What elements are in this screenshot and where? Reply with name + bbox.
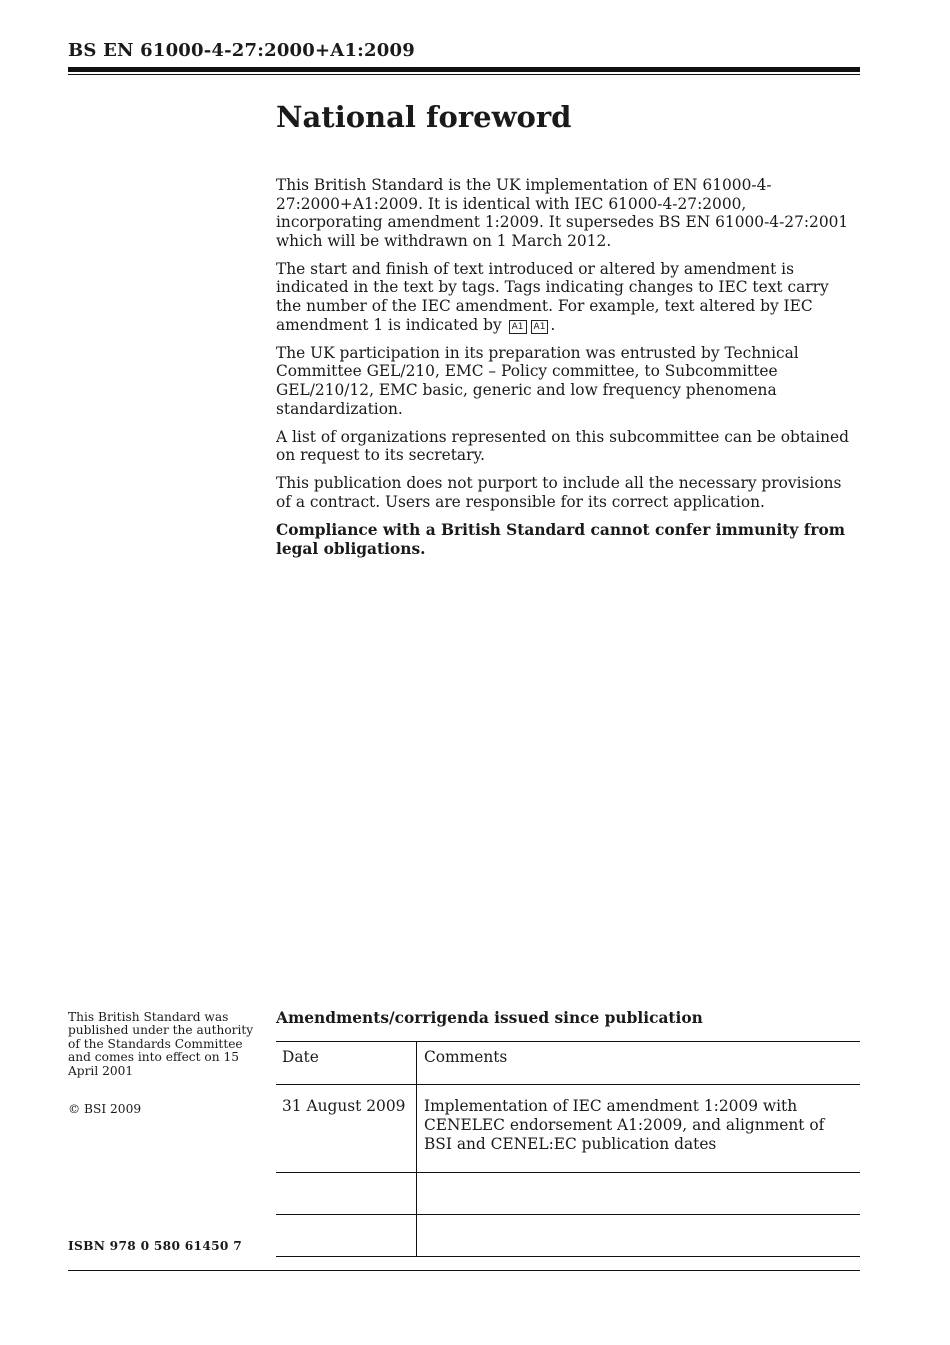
row-date [276, 1173, 417, 1214]
foreword-paragraph-1: This British Standard is the UK implementation of EN 61000-4-27:2000+A1:2009. It is identical with IEC 61000-4-27:2000, incorporating amendment 1:2009. It supersedes BS EN 61000-4-27:2001 which will be withdrawn on 1 March 2012. [276, 176, 849, 250]
column-header-comments: Comments [424, 1048, 508, 1066]
isbn: ISBN 978 0 580 61450 7 [68, 1239, 242, 1253]
row-comments [417, 1173, 860, 1214]
table-row [276, 1214, 860, 1257]
row-comments [417, 1215, 860, 1256]
foreword-paragraph-2-text: The start and finish of text introduced or altered by amendment is indicated in the text by tags. Tags indicating changes to IEC text carry the number of the IEC amendment. For example, text altered by IEC amendment 1 is indicated by [276, 259, 829, 334]
footer-rule [68, 1270, 860, 1271]
page-title: National foreword [276, 100, 572, 134]
compliance-statement: Compliance with a British Standard cannot confer immunity from legal obligations. [276, 521, 845, 558]
row-date: 31 August 2009 [276, 1085, 417, 1172]
table-row [276, 1172, 860, 1214]
header-rule-thick [68, 67, 860, 72]
amendment-open-tag-icon: A1 [509, 320, 527, 334]
foreword-body [276, 176, 852, 568]
table-row [276, 1084, 860, 1172]
document-code: BS EN 61000-4-27:2000+A1:2009 [68, 40, 415, 61]
foreword-paragraph-2 [276, 260, 852, 334]
amendments-table [276, 1041, 860, 1257]
foreword-paragraph-4: A list of organizations represented on this subcommittee can be obtained on request to its secretary. [276, 427, 850, 465]
publication-note: This British Standard was published under the authority of the Standards Committee and comes into effect on 15 April 2001 [68, 1010, 254, 1078]
amendments-heading: Amendments/corrigenda issued since publication [276, 1009, 703, 1027]
row-date [276, 1215, 417, 1256]
amendment-close-tag-icon: A1 [531, 320, 549, 334]
row-comments: Implementation of IEC amendment 1:2009 with CENELEC endorsement A1:2009, and alignment of BSI and CENEL:EC publication dates [424, 1097, 825, 1153]
column-header-date: Date [276, 1042, 417, 1084]
copyright-notice: © BSI 2009 [68, 1102, 142, 1116]
table-header-row [276, 1041, 860, 1084]
foreword-paragraph-3: The UK participation in its preparation was entrusted by Technical Committee GEL/210, EMC – Policy committee, to Subcommittee GEL/210/12, EMC basic, generic and low frequency phenomena standardization. [276, 343, 799, 418]
foreword-paragraph-5: This publication does not purport to include all the necessary provisions of a contract. Users are responsible for its correct application. [276, 474, 842, 511]
foreword-paragraph-2-end: . [550, 315, 556, 334]
header-rule-thin [68, 74, 860, 75]
